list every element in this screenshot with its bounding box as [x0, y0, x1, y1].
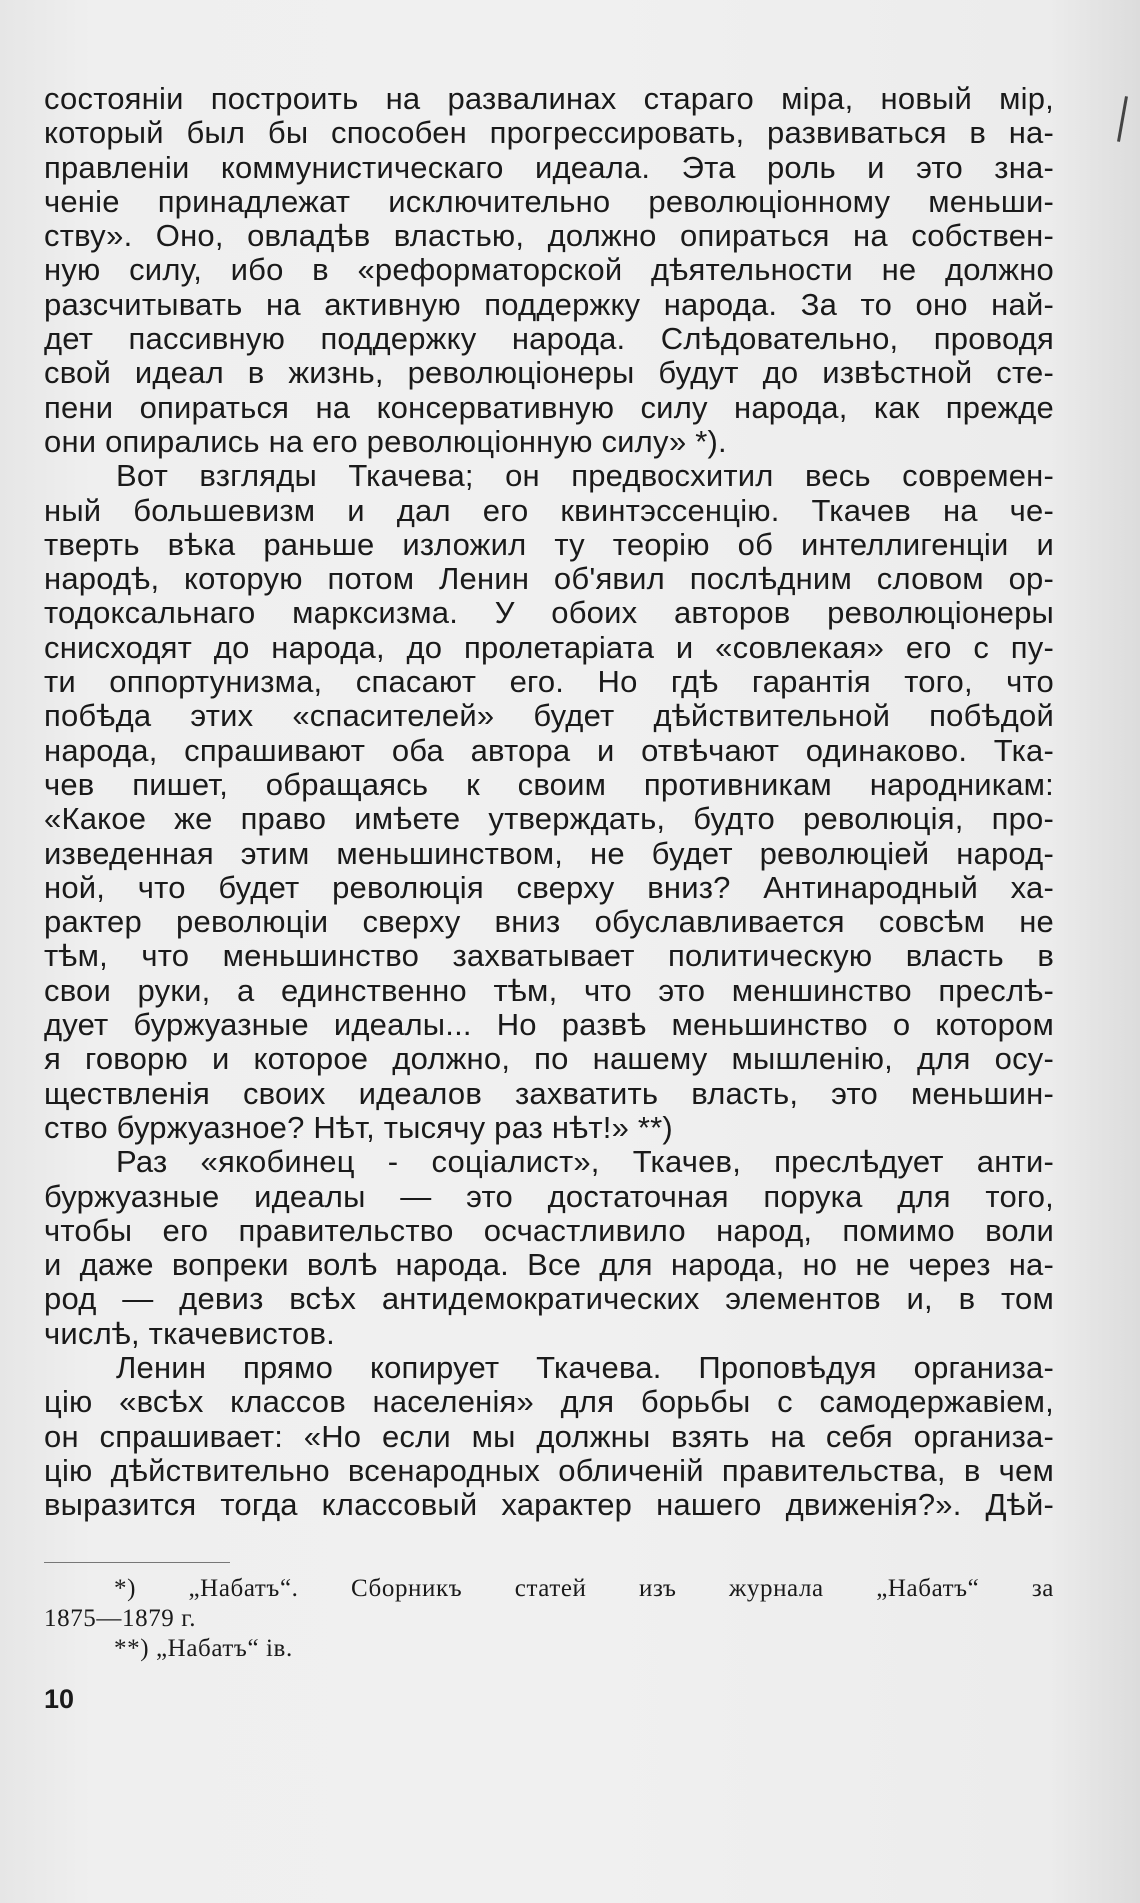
main-text	[44, 82, 1054, 1522]
text-line: чев пишет, обращаясь к своим противникам народникам:	[44, 766, 1054, 802]
text-line: я говорю и которое должно, по нашему мышленiю, для осу-	[44, 1041, 1054, 1077]
text-line: Ленин прямо копирует Ткачева. Проповѣдуя организа-	[116, 1349, 1054, 1385]
text-line: он спрашивает: «Но если мы должны взять на себя организа-	[44, 1418, 1054, 1454]
text-line: правленiи коммунистическаго идеала. Эта роль и это зна-	[44, 149, 1054, 185]
text-line: они опирались на его революцiонную силу» *).	[44, 423, 727, 459]
text-line: тѣм, что меньшинство захватывает политическую власть в	[44, 938, 1054, 974]
text-line: состоянiи построить на развалинах стараго мiра, новый мiр,	[44, 81, 1054, 116]
margin-pencil-mark	[1117, 96, 1128, 142]
page-number: 10	[44, 1684, 75, 1714]
text-line: дет пассивную поддержку народа. Слѣдовательно, проводя	[44, 321, 1054, 357]
text-line: цiю «всѣх классов населенiя» для борьбы с самодержавiем,	[44, 1384, 1054, 1420]
text-line: чтобы его правительство осчастливило народ, помимо воли	[44, 1212, 1054, 1248]
text-line: свои руки, а единственно тѣм, что это меншинство преслѣ-	[44, 972, 1054, 1008]
text-line: тверть вѣка раньше изложил ту теорiю об интеллигенцiи и	[44, 526, 1054, 562]
footnotes	[44, 1574, 1054, 1664]
text-line: народа, спрашивают оба автора и отвѣчают одинаково. Тка-	[44, 732, 1054, 768]
text-line: ченiе принадлежат исключительно революцiонному меньши-	[44, 183, 1054, 219]
text-line: тодоксальнаго марксизма. У обоих авторов революцiонеры	[44, 595, 1054, 631]
text-line: «Какое же право имѣете утверждать, будто революцiя, про-	[44, 801, 1054, 837]
text-line: ществленiя своих идеалов захватить власть, это меньшин-	[44, 1075, 1054, 1111]
footnote-divider	[44, 1562, 230, 1563]
text-line: Раз «якобинец - соцiалист», Ткачев, преслѣдует анти-	[116, 1144, 1054, 1180]
text-line: выразится тогда классовый характер нашего движенiя?». Дѣй-	[44, 1487, 1054, 1523]
footnote-line: 1875—1879 г.	[44, 1605, 197, 1632]
text-line: дует буржуазные идеалы... Но развѣ меньшинство о котором	[44, 1007, 1054, 1043]
text-line: ный большевизм и дал его квинтэссенцiю. Ткачев на че-	[44, 492, 1054, 528]
text-line: Вот взгляды Ткачева; он предвосхитил весь современ-	[116, 458, 1054, 494]
text-line: цiю дѣйствительно всенародных обличенiй правительства, в чем	[44, 1452, 1054, 1488]
text-line: ству». Оно, овладѣв властью, должно опираться на собствен-	[44, 218, 1054, 254]
footnote-line: **) „Набатъ“ iв.	[114, 1635, 293, 1662]
text-line: и даже вопреки волѣ народа. Все для народа, но не через на-	[44, 1247, 1054, 1283]
text-line: буржуазные идеалы — это достаточная порука для того,	[44, 1178, 1054, 1214]
text-line: ной, что будет революцiя сверху вниз? Антинародный ха-	[44, 869, 1054, 905]
text-line: побѣда этих «спасителей» будет дѣйствительной побѣдой	[44, 698, 1054, 734]
text-line: числѣ, ткачевистов.	[44, 1315, 335, 1351]
text-line: пени опираться на консервативную силу народа, как прежде	[44, 389, 1054, 425]
text-line: изведенная этим меньшинством, не будет революцiей народ-	[44, 835, 1054, 871]
text-line: ство буржуазное? Нѣт, тысячу раз нѣт!» **)	[44, 1109, 673, 1145]
footnote-line: *) „Набатъ“. Сборникъ статей изъ журнала „Набатъ“ за	[114, 1575, 1054, 1602]
text-line: род — девиз всѣх антидемократических элементов и, в том	[44, 1281, 1054, 1317]
text-line: который был бы способен прогрессировать, развиваться в на-	[44, 115, 1054, 151]
text-line: ную силу, ибо в «реформаторской дѣятельности не должно	[44, 252, 1054, 288]
text-line: народѣ, которую потом Ленин об'явил послѣдним словом ор-	[44, 561, 1054, 597]
text-line: свой идеал в жизнь, революцiонеры будут до извѣстной сте-	[44, 355, 1054, 391]
text-line: снисходят до народа, до пролетарiата и «совлекая» его с пу-	[44, 629, 1054, 665]
text-line: рактер революцiи сверху вниз обуславливается совсѣм не	[44, 904, 1054, 940]
text-line: ти оппортунизма, спасают его. Но гдѣ гарантiя того, что	[44, 664, 1054, 700]
text-line: разсчитывать на активную поддержку народа. За то оно най-	[44, 286, 1054, 322]
